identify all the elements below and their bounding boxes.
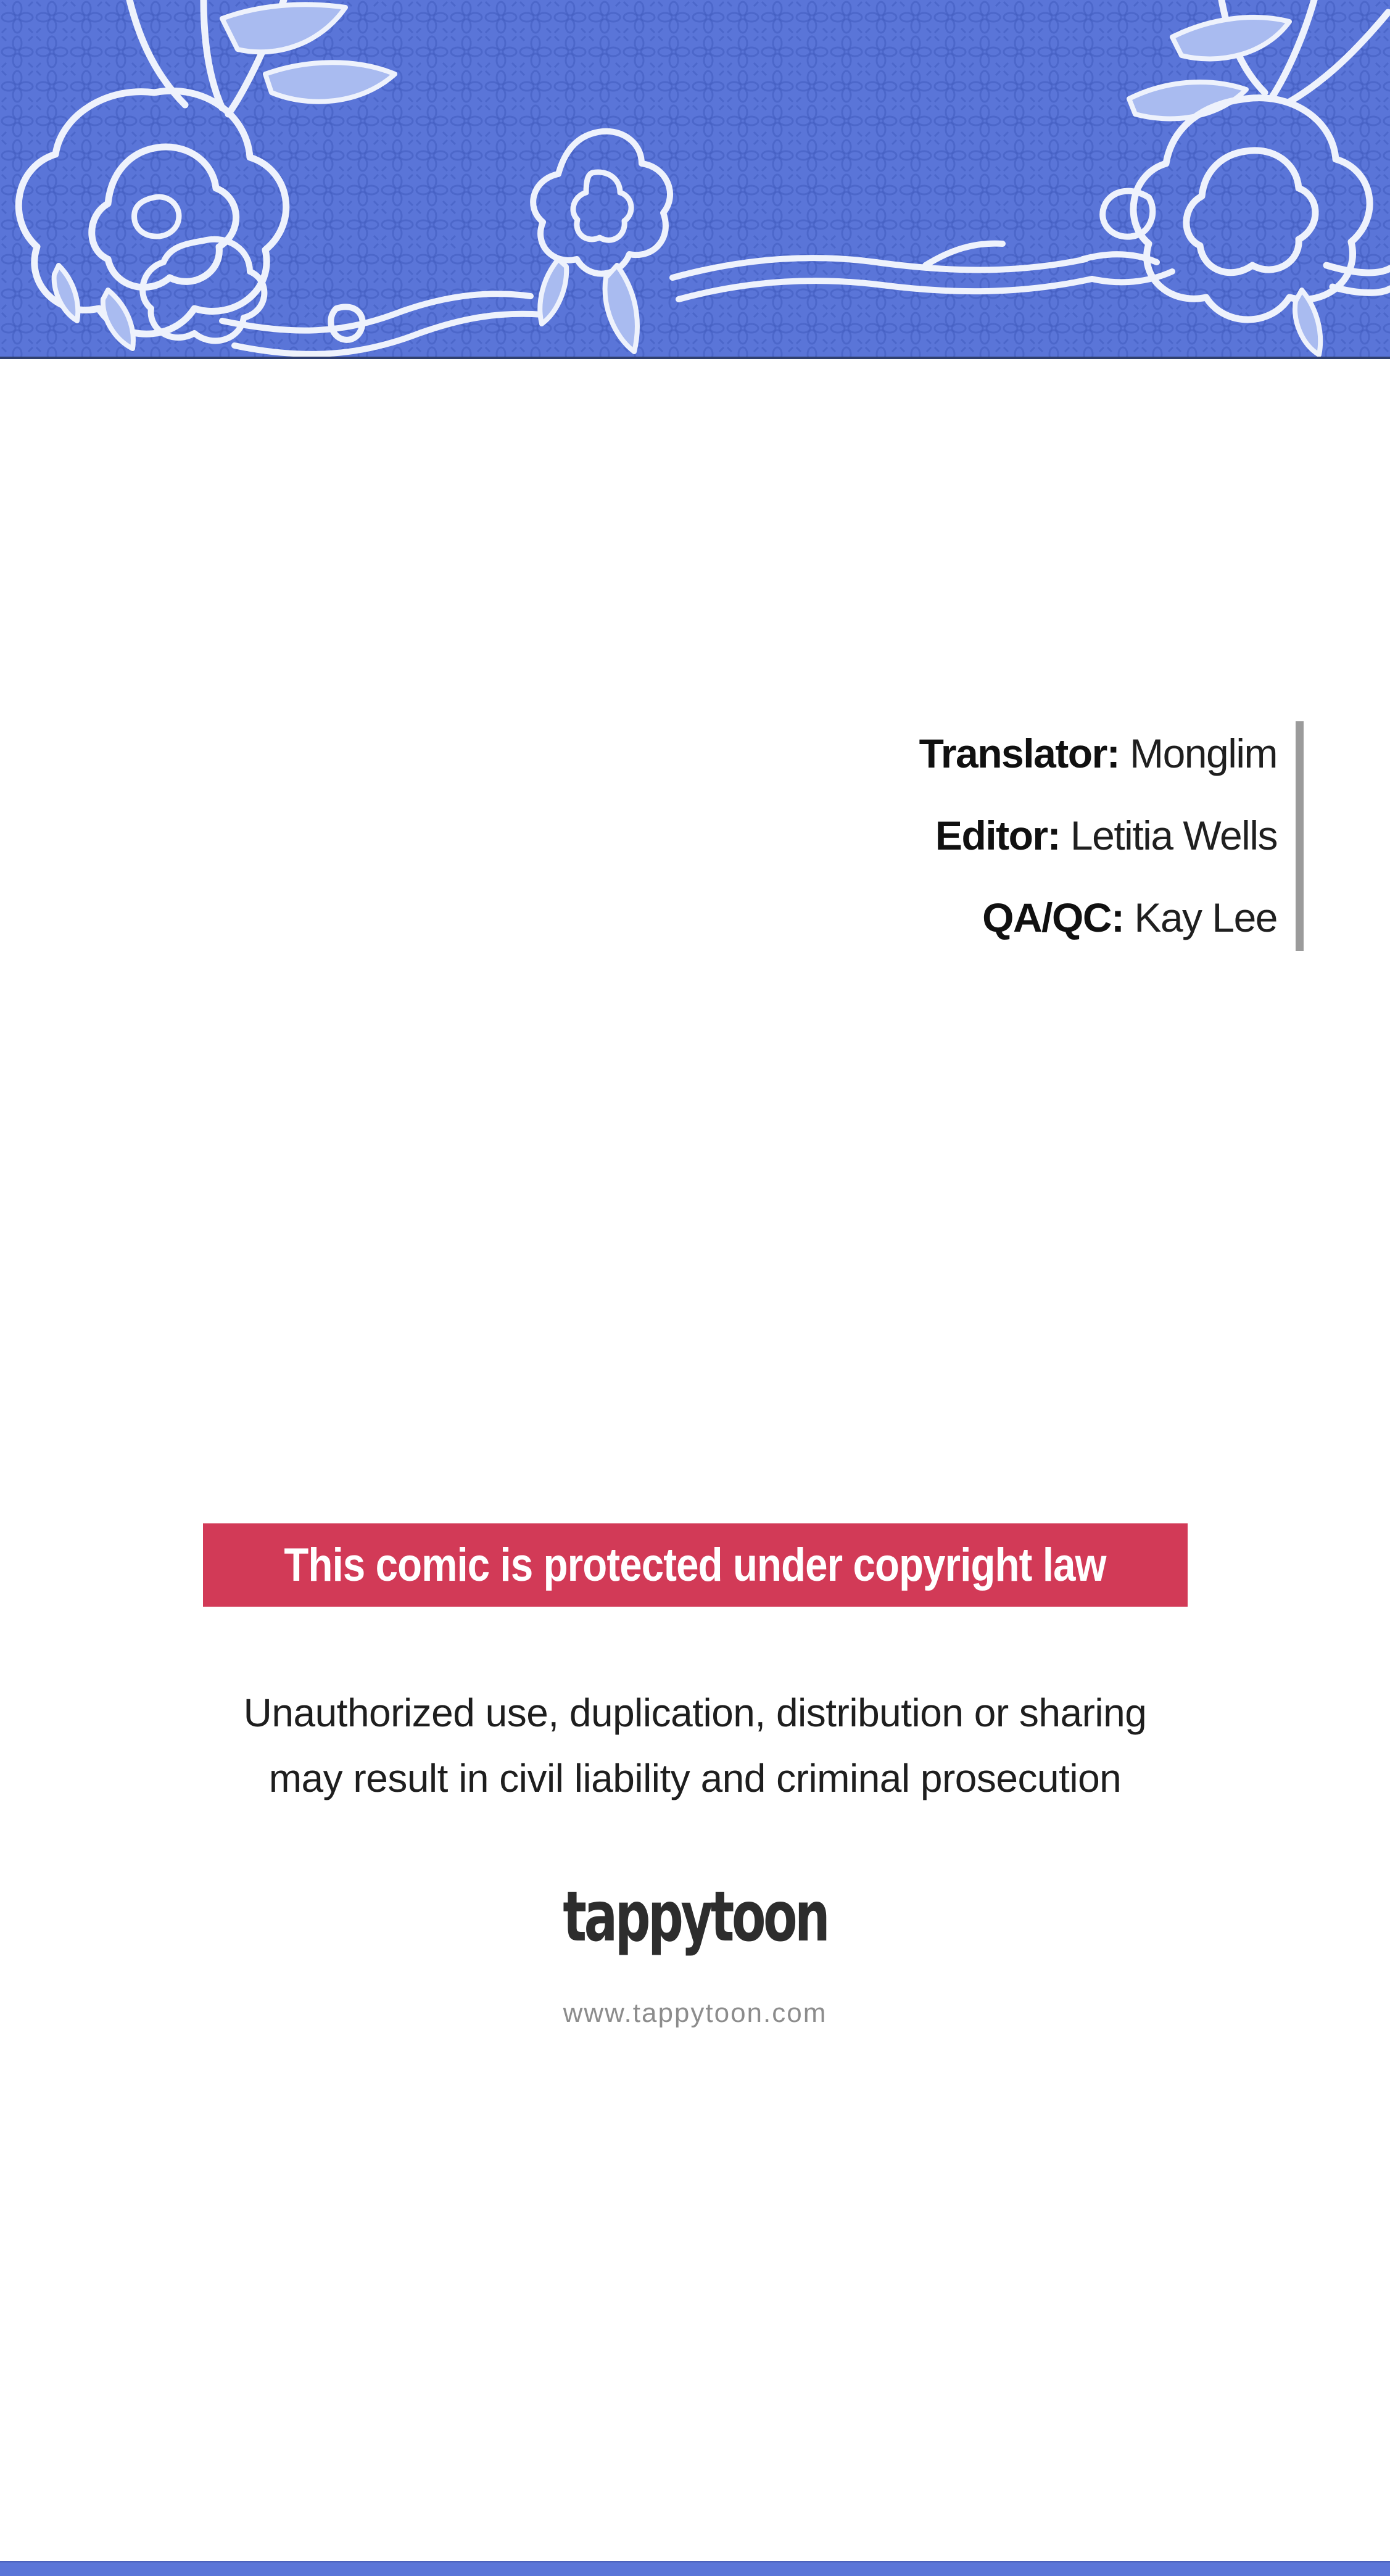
credit-line-qaqc [919,877,1277,959]
credits-divider-bar [1296,721,1304,951]
credit-line-translator [919,713,1277,795]
tappytoon-logo [0,1876,1390,1958]
credit-line-editor [919,795,1277,877]
copyright-banner-text: This comic is protected under copyright law [284,1539,1107,1591]
credit-label: Translator: [919,731,1120,776]
credit-value: Letitia Wells [1070,813,1277,858]
credit-label: Editor: [935,813,1061,858]
credit-value: Monglim [1130,731,1277,776]
tappytoon-logo-text: tappytoon [563,1877,827,1957]
bottom-banner-strip [0,2561,1390,2576]
floral-ornament-graphic [0,0,1390,357]
credit-label: QA/QC: [982,895,1124,940]
copyright-banner [203,1523,1188,1607]
credit-value: Kay Lee [1134,895,1277,940]
disclaimer-line-2: may result in civil liability and criminal prosecution [268,1756,1122,1800]
site-url: www.tappytoon.com [563,1998,827,2028]
disclaimer-line-1: Unauthorized use, duplication, distribution or sharing [243,1691,1147,1735]
copyright-disclaimer [0,1680,1390,1811]
credit-lines [919,713,1277,959]
top-floral-banner [0,0,1390,359]
credits-block [919,713,1304,959]
